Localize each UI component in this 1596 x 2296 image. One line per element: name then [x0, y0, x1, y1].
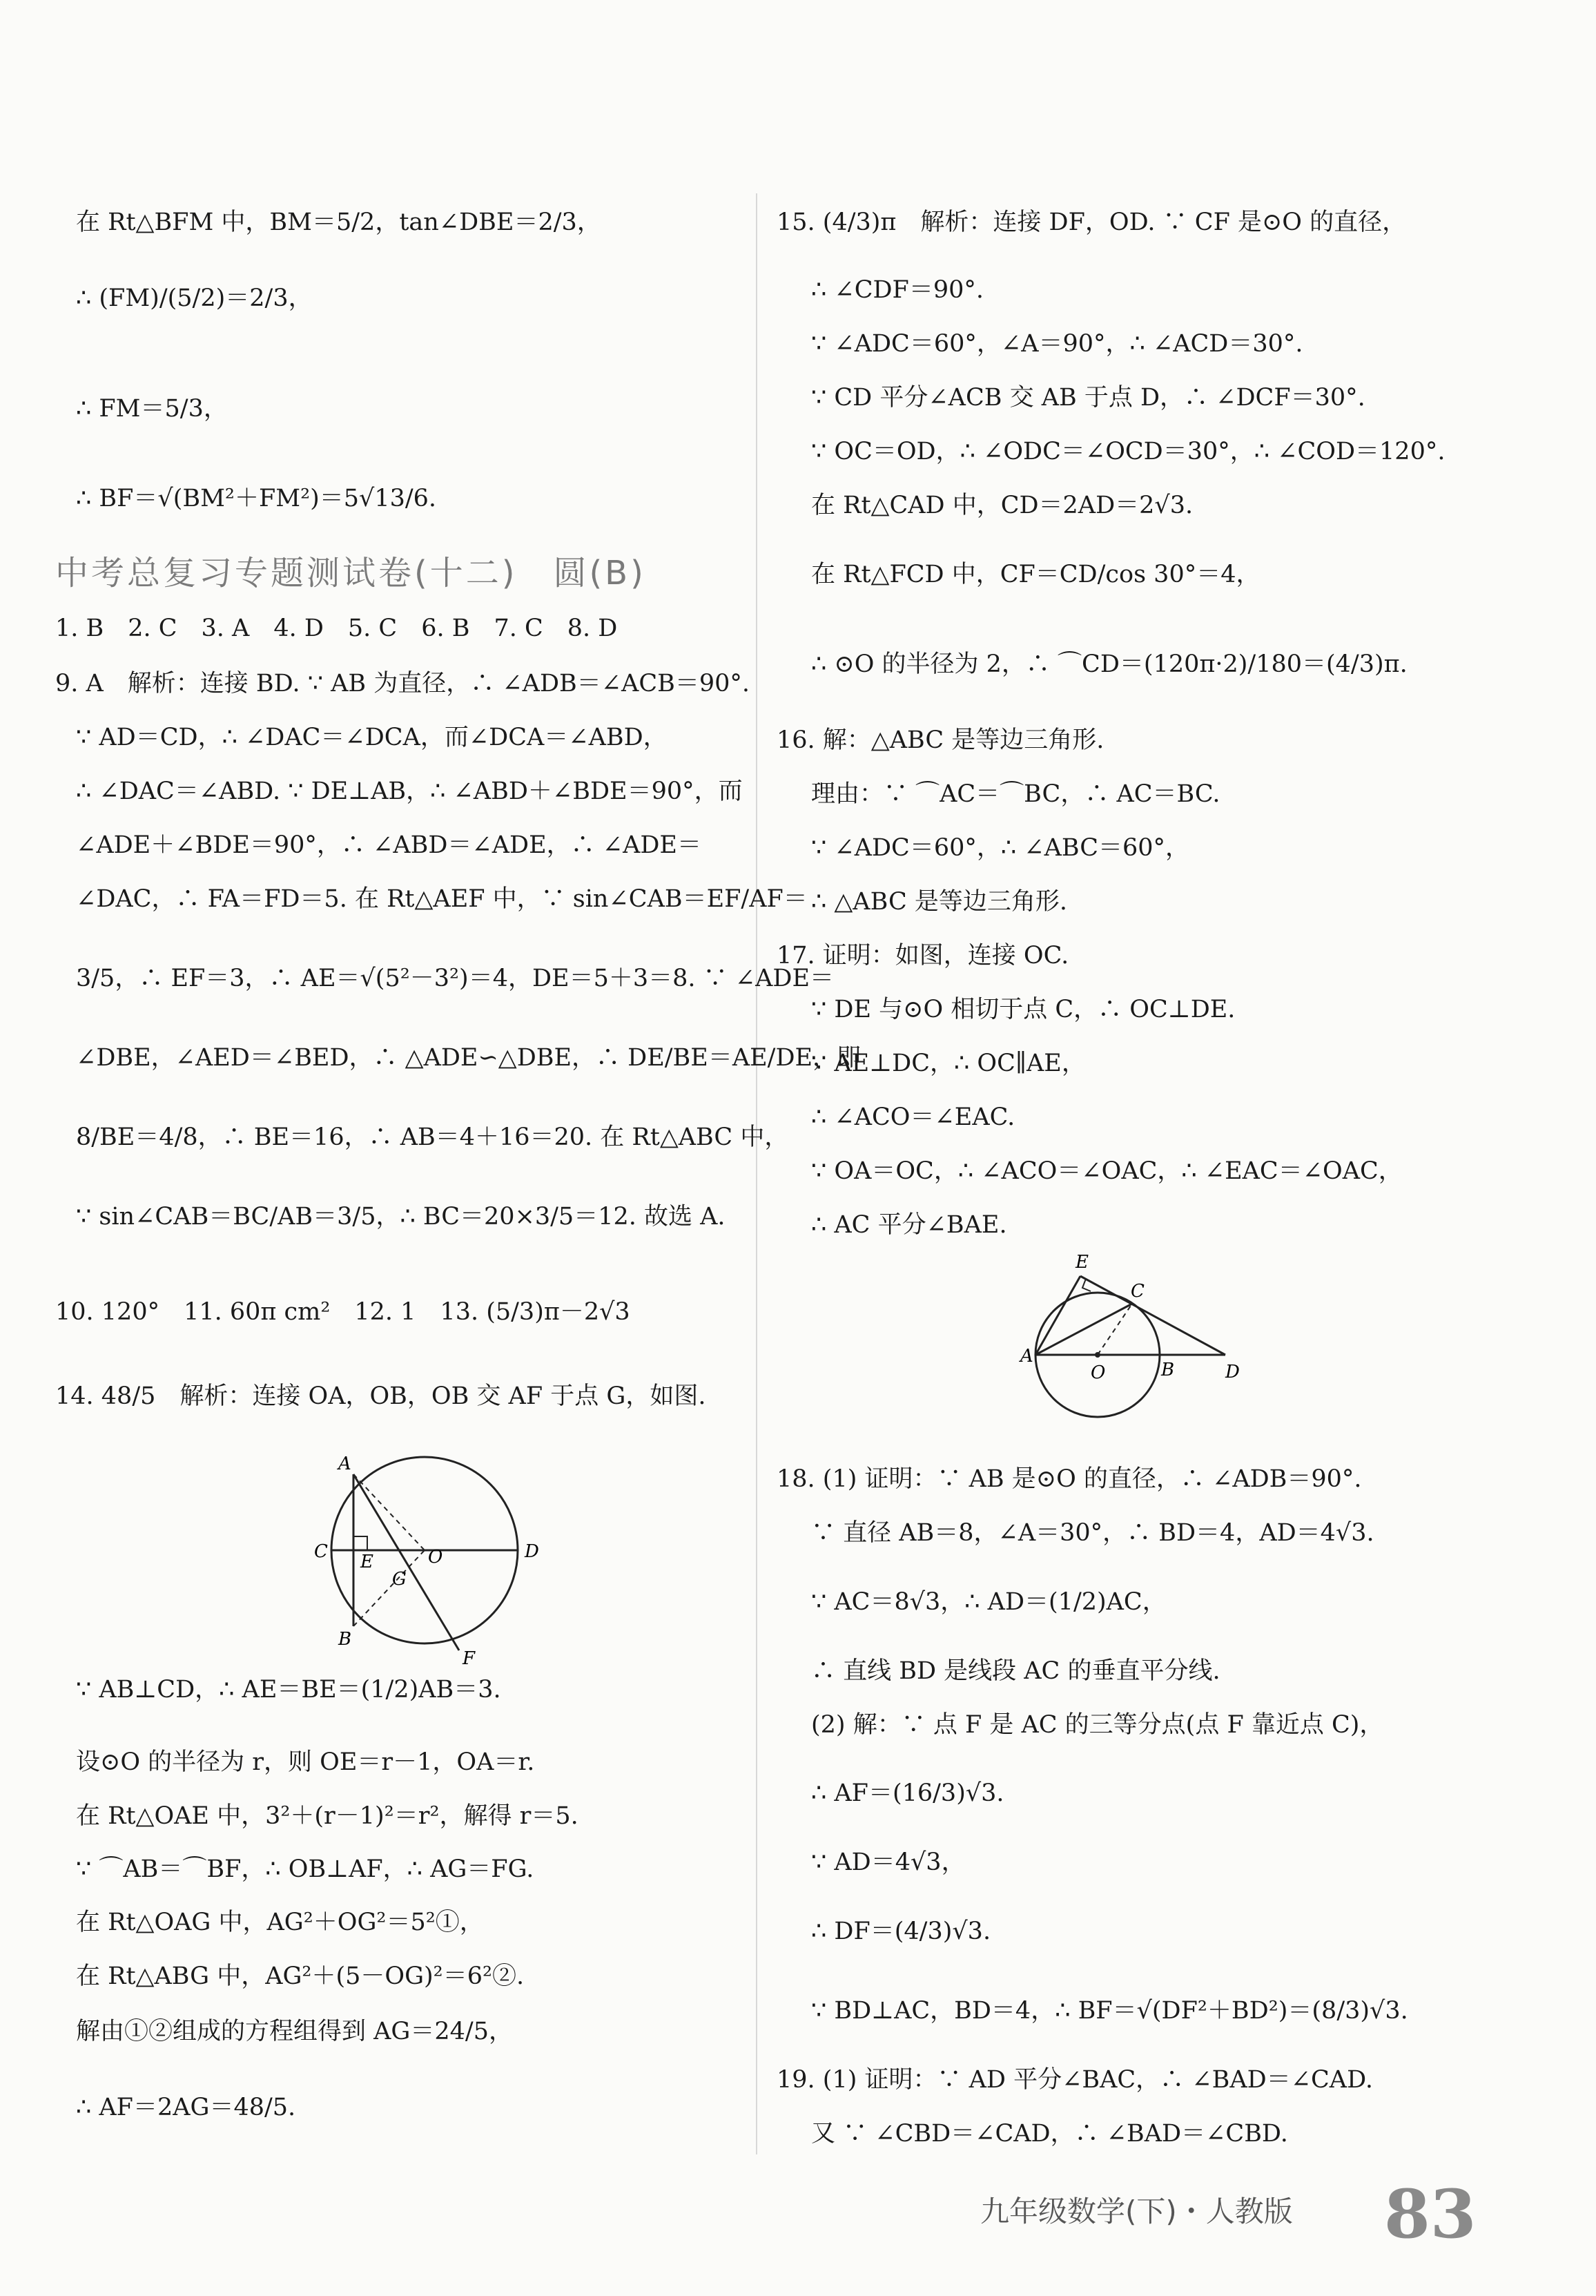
- fig14-label-c: C: [314, 1541, 328, 1562]
- fig17-label-o: O: [1091, 1362, 1106, 1383]
- fig14-right-angle: [353, 1536, 367, 1550]
- fig14-label-e: E: [360, 1552, 373, 1572]
- left-line: ∴ (FM)/(5/2)＝2/3，: [76, 284, 313, 312]
- left-line: ∠DAC，∴ FA＝FD＝5. 在 Rt△AEF 中，∵ sin∠CAB＝EF/AF＝: [76, 885, 808, 913]
- fig14-label-f: F: [463, 1648, 476, 1664]
- fig14-label-a: A: [338, 1454, 351, 1474]
- right-line: ∴ AC 平分∠BAE.: [811, 1211, 1007, 1239]
- left-line: 3/5，∴ EF＝3，∴ AE＝√(5²－3²)＝4，DE＝5＋3＝8. ∵ ∠ADE＝: [76, 965, 834, 992]
- fig14-label-b: B: [338, 1629, 352, 1650]
- fig17-label-a: A: [1020, 1346, 1033, 1367]
- right-line: ∴ 直线 BD 是线段 AC 的垂直平分线.: [811, 1657, 1220, 1685]
- right-line: 理由：∵ ⌒AC＝⌒BC，∴ AC＝BC.: [811, 780, 1220, 808]
- right-line: ∵ 直径 AB＝8，∠A＝30°，∴ BD＝4，AD＝4√3.: [811, 1519, 1374, 1547]
- page-footer: [980, 2175, 1477, 2253]
- page-number: 83: [1384, 2175, 1477, 2253]
- left-line: 解由①②组成的方程组得到 AG＝24/5，: [76, 2018, 513, 2045]
- right-line: ∴ DF＝(4/3)√3.: [811, 1918, 991, 1945]
- left-line: 设⊙O 的半径为 r，则 OE＝r－1，OA＝r.: [76, 1748, 535, 1776]
- left-line: ∴ AF＝2AG＝48/5.: [76, 2094, 296, 2121]
- left-line: 1. B 2. C 3. A 4. D 5. C 6. B 7. C 8. D: [55, 615, 618, 642]
- right-line: 15. (4/3)π 解析：连接 DF，OD. ∵ CF 是⊙O 的直径，: [777, 209, 1407, 236]
- fig14-segment-oa: [353, 1474, 425, 1550]
- fig17-label-b: B: [1161, 1360, 1175, 1380]
- fig17-line-ed: [1080, 1276, 1225, 1355]
- right-line: 16. 解：△ABC 是等边三角形.: [777, 726, 1104, 754]
- right-line: 18. (1) 证明：∵ AB 是⊙O 的直径，∴ ∠ADB＝90°.: [777, 1465, 1362, 1493]
- left-line: 在 Rt△OAG 中，AG²＋OG²＝5²①，: [76, 1909, 484, 1936]
- right-line: ∵ AC＝8√3，∴ AD＝(1/2)AC，: [811, 1588, 1167, 1616]
- figure-17: [1015, 1243, 1263, 1436]
- right-line: ∴ ⊙O 的半径为 2，∴ ⌒CD＝(120π·2)/180＝(4/3)π.: [811, 650, 1408, 678]
- fig17-segment-oc: [1098, 1304, 1132, 1355]
- right-line: ∵ ∠ADC＝60°，∴ ∠ABC＝60°，: [811, 834, 1190, 862]
- right-line: ∵ CD 平分∠ACB 交 AB 于点 D，∴ ∠DCF＝30°.: [811, 384, 1365, 412]
- right-line: ∵ OC＝OD，∴ ∠ODC＝∠OCD＝30°，∴ ∠COD＝120°.: [811, 438, 1446, 465]
- right-line: ∵ OA＝OC，∴ ∠ACO＝∠OAC，∴ ∠EAC＝∠OAC，: [811, 1157, 1403, 1185]
- fig14-label-o: O: [428, 1547, 443, 1567]
- left-line: ∵ AD＝CD，∴ ∠DAC＝∠DCA，而∠DCA＝∠ABD，: [76, 724, 668, 751]
- right-line: ∴ △ABC 是等边三角形.: [811, 888, 1067, 916]
- right-line: 又 ∵ ∠CBD＝∠CAD，∴ ∠BAD＝∠CBD.: [811, 2120, 1288, 2148]
- right-line: ∵ AD＝4√3，: [811, 1849, 966, 1876]
- left-line: 9. A 解析：连接 BD. ∵ AB 为直径，∴ ∠ADB＝∠ACB＝90°.: [55, 670, 750, 697]
- right-line: ∴ ∠CDF＝90°.: [811, 276, 984, 304]
- left-line: ∵ sin∠CAB＝BC/AB＝3/5，∴ BC＝20×3/5＝12. 故选 A.: [76, 1203, 726, 1231]
- fig17-center-point: [1095, 1352, 1100, 1358]
- column-divider: [756, 193, 757, 2154]
- right-line: ∴ AF＝(16/3)√3.: [811, 1779, 1004, 1807]
- right-line: 17. 证明：如图，连接 OC.: [777, 942, 1069, 969]
- left-line: ∴ ∠DAC＝∠ABD. ∵ DE⊥AB，∴ ∠ABD＋∠BDE＝90°，而: [76, 778, 743, 805]
- right-line: 在 Rt△CAD 中，CD＝2AD＝2√3.: [811, 492, 1194, 519]
- left-line: 在 Rt△BFM 中，BM＝5/2，tan∠DBE＝2/3，: [76, 209, 601, 236]
- left-line: ∴ BF＝√(BM²＋FM²)＝5√13/6.: [76, 485, 437, 512]
- right-line: ∵ DE 与⊙O 相切于点 C，∴ OC⊥DE.: [811, 996, 1236, 1023]
- right-line: ∵ AE⊥DC，∴ OC∥AE，: [811, 1050, 1086, 1077]
- fig17-label-e: E: [1076, 1252, 1089, 1273]
- left-line: ∵ AB⊥CD，∴ AE＝BE＝(1/2)AB＝3.: [76, 1676, 501, 1704]
- left-line: 中考总复习专题测试卷(十二) 圆(B): [55, 554, 646, 592]
- left-line: ∠ADE＋∠BDE＝90°，∴ ∠ABD＝∠ADE，∴ ∠ADE＝: [76, 831, 701, 859]
- left-line: 在 Rt△ABG 中，AG²＋(5－OG)²＝6²②.: [76, 1962, 525, 1990]
- right-line: 19. (1) 证明：∵ AD 平分∠BAC，∴ ∠BAD＝∠CAD.: [777, 2066, 1374, 2094]
- right-line: ∴ ∠ACO＝∠EAC.: [811, 1103, 1015, 1131]
- figure-14: [290, 1436, 552, 1664]
- footer-book-title: 九年级数学(下)・人教版: [980, 2194, 1293, 2228]
- left-line: ∵ ⌒AB＝⌒BF，∴ OB⊥AF，∴ AG＝FG.: [76, 1855, 534, 1883]
- left-line: ∴ FM＝5/3，: [76, 395, 228, 423]
- left-line: 14. 48/5 解析：连接 OA，OB，OB 交 AF 于点 G，如图.: [55, 1382, 706, 1410]
- right-line: ∵ BD⊥AC，BD＝4，∴ BF＝√(DF²＋BD²)＝(8/3)√3.: [811, 1997, 1408, 2025]
- fig17-label-c: C: [1131, 1281, 1145, 1302]
- left-line: 8/BE＝4/8，∴ BE＝16，∴ AB＝4＋16＝20. 在 Rt△ABC 中，: [76, 1123, 789, 1151]
- right-line: 在 Rt△FCD 中，CF＝CD/cos 30°＝4，: [811, 561, 1261, 588]
- right-line: (2) 解：∵ 点 F 是 AC 的三等分点(点 F 靠近点 C)，: [811, 1711, 1384, 1739]
- left-line: ∠DBE，∠AED＝∠BED，∴ △ADE∽△DBE，∴ DE/BE＝AE/DE，即: [76, 1044, 862, 1072]
- fig14-label-g: G: [392, 1569, 407, 1590]
- fig14-label-d: D: [525, 1541, 539, 1562]
- right-line: ∵ ∠ADC＝60°，∠A＝90°，∴ ∠ACD＝30°.: [811, 330, 1303, 358]
- left-line: 在 Rt△OAE 中，3²＋(r－1)²＝r²，解得 r＝5.: [76, 1802, 578, 1830]
- fig17-label-d: D: [1225, 1362, 1240, 1382]
- left-line: 10. 120° 11. 60π cm² 12. 1 13. (5/3)π－2√3: [55, 1298, 630, 1326]
